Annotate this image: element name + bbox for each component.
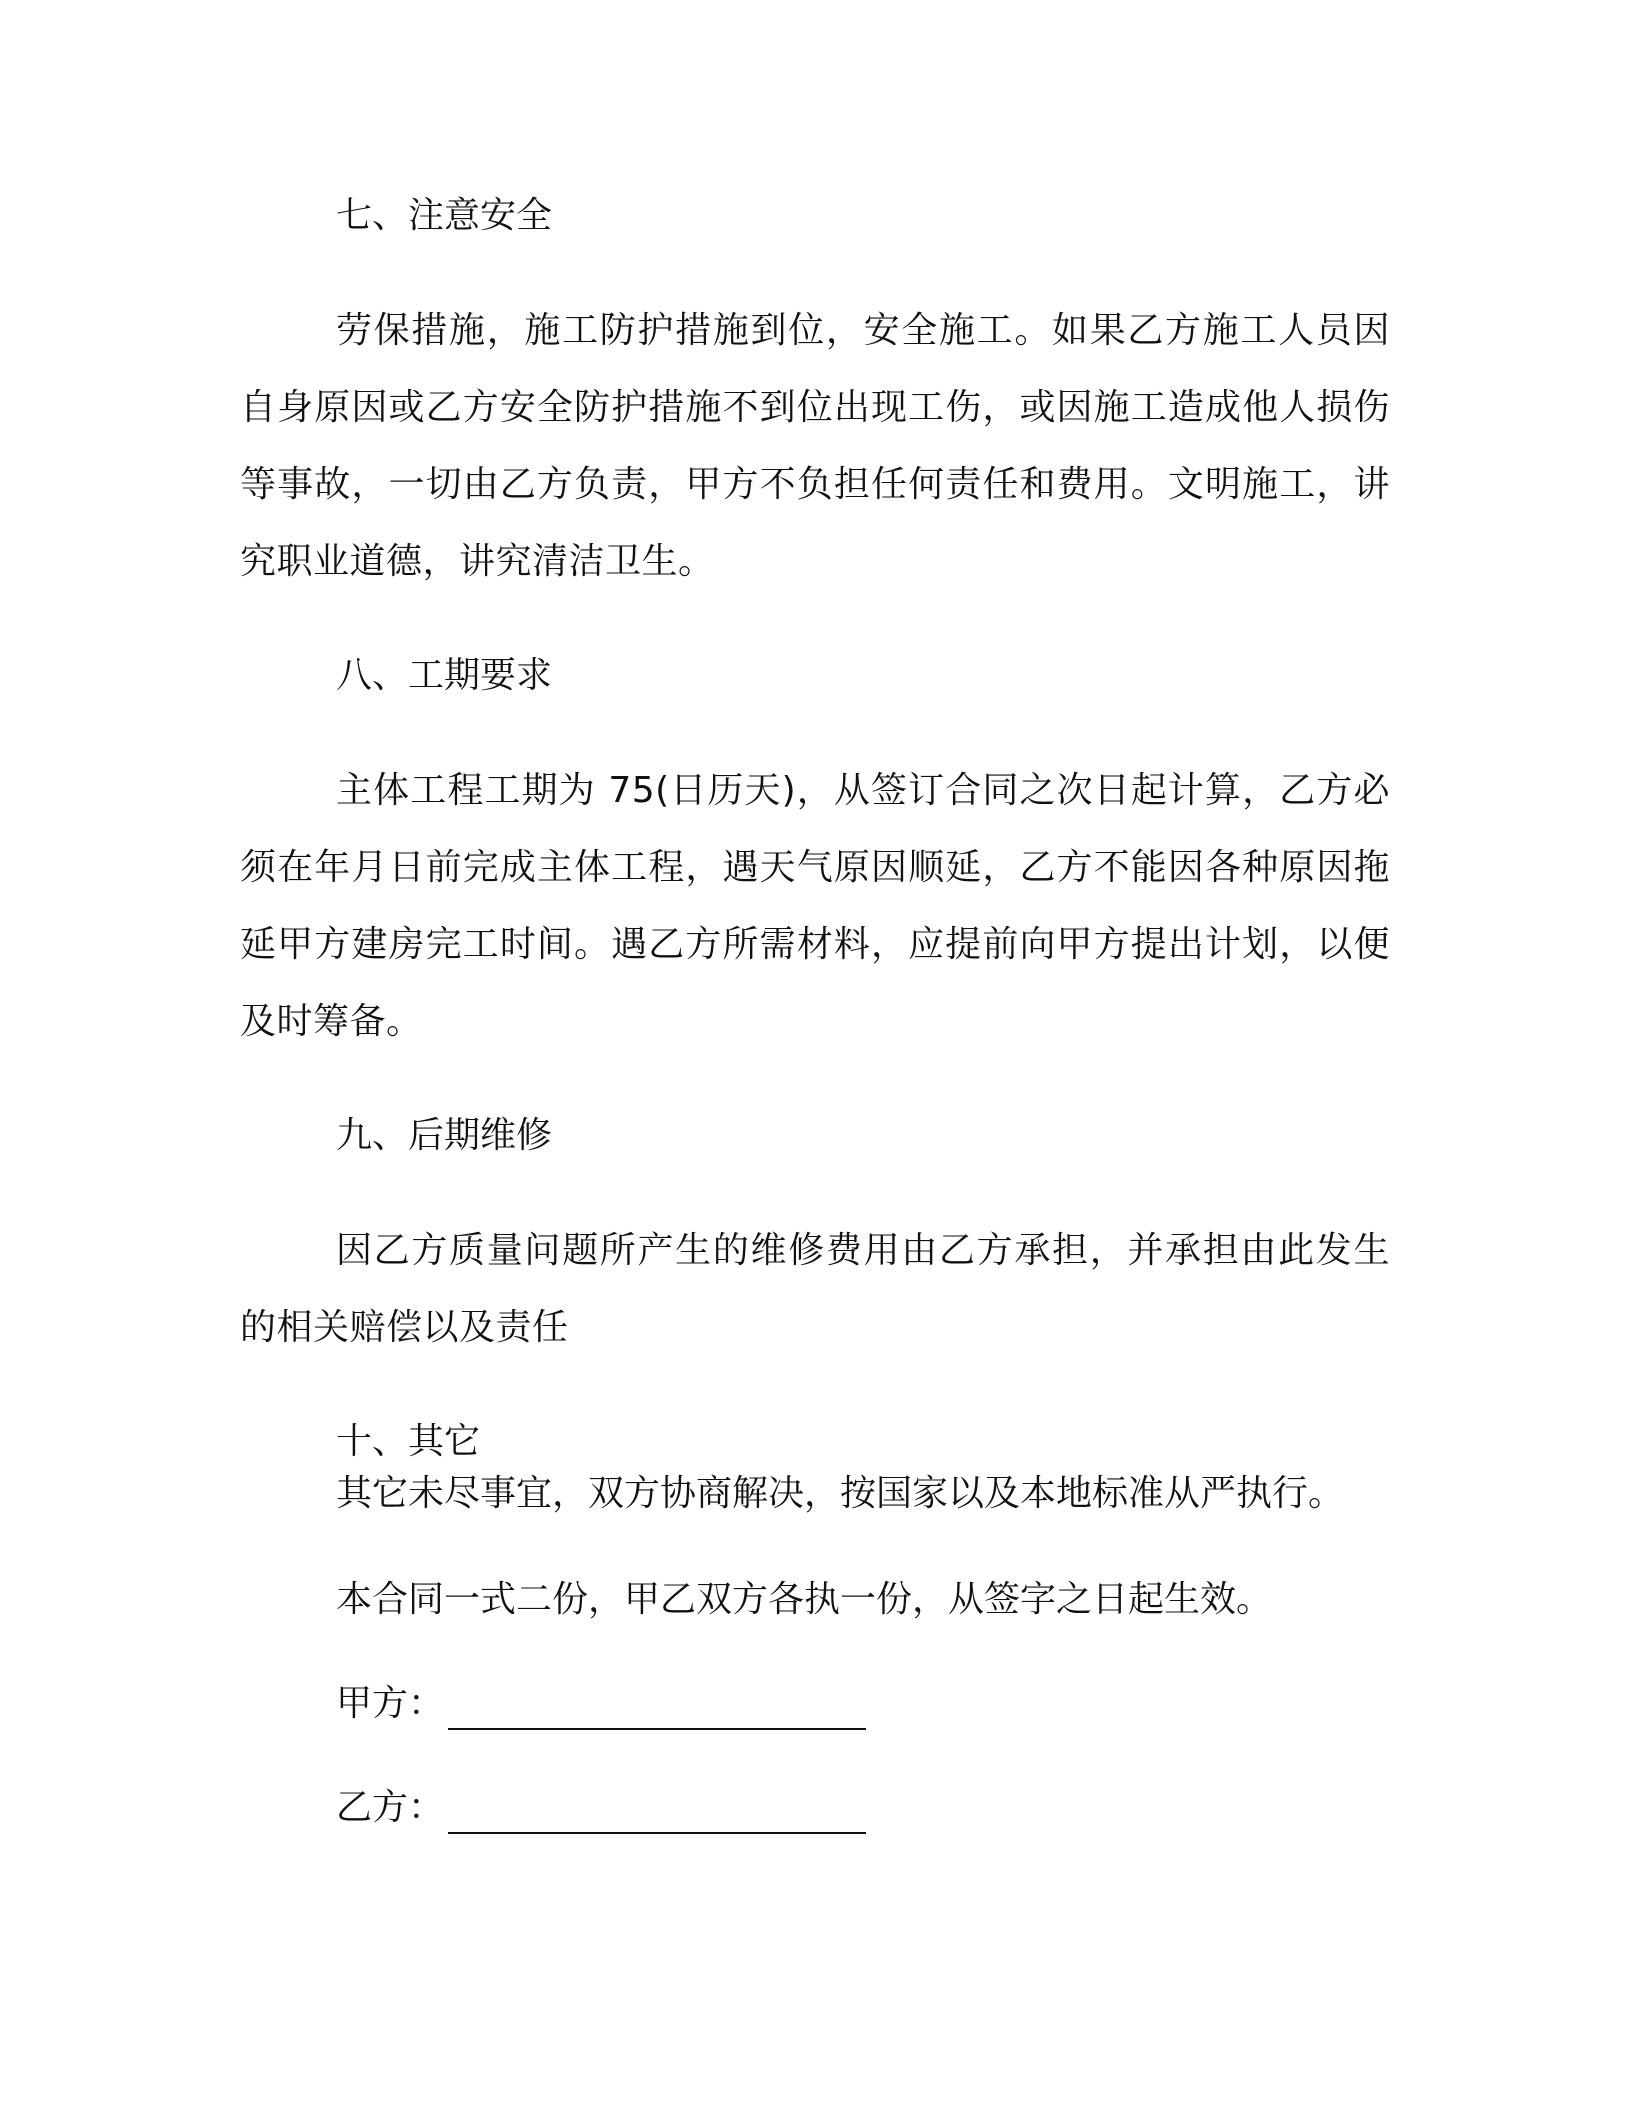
document-content <box>240 190 1390 1834</box>
section-9-body: 因乙方质量问题所产生的维修费用由乙方承担，并承担由此发生的相关赔偿以及责任 <box>240 1230 1390 1348</box>
party-b-label: 乙方： <box>336 1787 445 1828</box>
section-7-body: 劳保措施，施工防护措施到位，安全施工。如果乙方施工人员因自身原因或乙方安全防护措施不到位出现工伤，或因施工造成他人损伤等事故，一切由乙方负责，甲方不负担任何责任和费用。文明施工，讲究职业道德，讲究清洁卫生。 <box>240 310 1390 582</box>
party-a-signature-line[interactable] <box>448 1694 866 1730</box>
party-a-label: 甲方： <box>336 1683 445 1724</box>
party-b-signature-line[interactable] <box>448 1798 866 1834</box>
party-a-signature-row <box>240 1678 1390 1730</box>
section-7-heading: 七、注意安全 <box>336 195 553 236</box>
section-9-heading: 九、后期维修 <box>336 1115 553 1156</box>
section-10-body-2: 本合同一式二份，甲乙双方各执一份，从签字之日起生效。 <box>336 1579 1273 1620</box>
section-10-heading: 十、其它 <box>336 1421 481 1462</box>
section-10-body-1: 其它未尽事宜，双方协商解决，按国家以及本地标准从严执行。 <box>336 1473 1345 1514</box>
section-8-body: 主体工程工期为 75(日历天)，从签订合同之次日起计算，乙方必须在年月日前完成主体工程，遇天气原因顺延，乙方不能因各种原因拖延甲方建房完工时间。遇乙方所需材料，应提前向甲方提出计划，以便及时筹备。 <box>240 770 1390 1042</box>
section-8-heading: 八、工期要求 <box>336 655 553 696</box>
party-b-signature-row <box>240 1782 1390 1834</box>
